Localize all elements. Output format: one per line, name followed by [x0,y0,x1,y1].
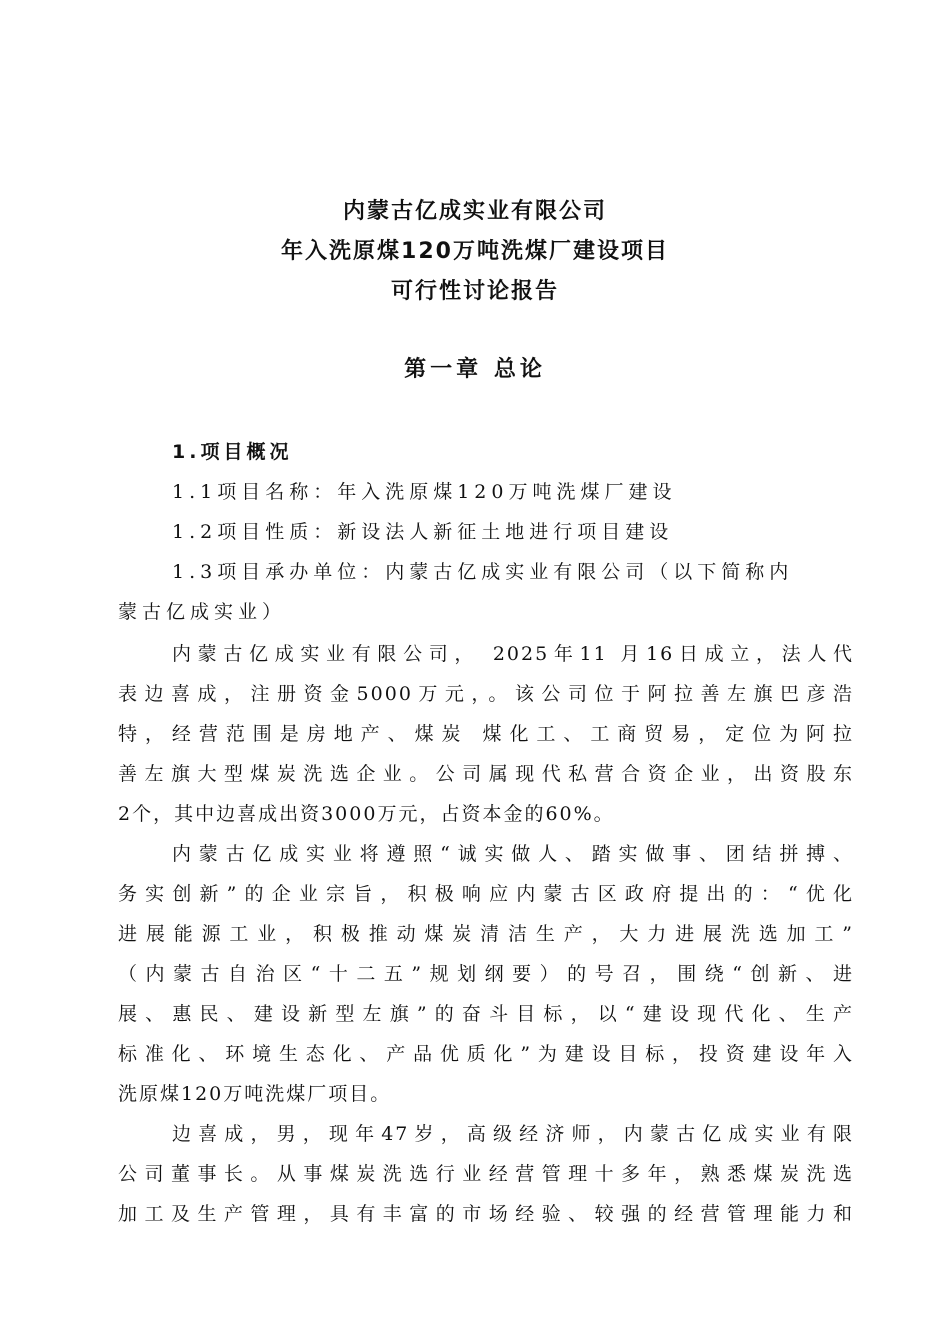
paragraph1-line: 表边喜成，注册资金5000万元，。该公司位于阿拉善左旗巴彦浩 [118,683,854,705]
paragraph2-line: （内蒙古自治区“十二五”规划纲要）的号召，围绕“创新、进 [118,963,854,985]
paragraph2-line: 进展能源工业，积极推动煤炭清洁生产，大力进展洗选加工” [118,923,854,945]
item-project-unit-cont: 蒙古亿成实业） [118,601,287,623]
paragraph1-line: 2个，其中边喜成出资3000万元，占资本金的60%。 [118,803,615,825]
paragraph1-line: 特，经营范围是房地产、煤炭 煤化工、工商贸易，定位为阿拉 [118,723,854,745]
paragraph2-line: 洗原煤120万吨洗煤厂项目。 [118,1083,392,1105]
paragraph2-line: 标准化、环境生态化、产品优质化”为建设目标，投资建设年入 [118,1043,854,1065]
section-heading: 1.项目概况 [172,441,293,463]
chapter-title: 第一章 总论 [404,357,546,382]
paragraph2-line: 内蒙古亿成实业将遵照“诚实做人、踏实做事、团结拼搏、 [172,843,854,865]
title-line-report [0,276,950,308]
title-line-company [0,196,950,228]
item-project-name: 1.1项目名称：年入洗原煤120万吨洗煤厂建设 [172,481,677,503]
paragraph2-line: 展、惠民、建设新型左旗”的奋斗目标，以“建设现代化、生产 [118,1003,854,1025]
paragraph2-line: 务实创新”的企业宗旨，积极响应内蒙古区政府提出的：“优化 [118,883,854,905]
paragraph1-line: 内蒙古亿成实业有限公司， 2025年11 月16日成立，法人代 [172,643,854,665]
item-project-nature: 1.2项目性质：新设法人新征土地进行项目建设 [172,521,674,543]
title-text: 年入洗原煤120万吨洗煤厂建设项目 [281,239,669,264]
title-line-project [0,236,950,268]
title-text: 可行性讨论报告 [390,279,559,304]
paragraph3-line: 公司董事长。从事煤炭洗选行业经营管理十多年，熟悉煤炭洗选 [118,1163,854,1185]
item-project-unit: 1.3项目承办单位：内蒙古亿成实业有限公司（以下简称内 [172,561,794,583]
title-text: 内蒙古亿成实业有限公司 [342,199,607,224]
paragraph3-line: 加工及生产管理，具有丰富的市场经验、较强的经营管理能力和 [118,1203,854,1225]
paragraph3-line: 边喜成，男，现年47岁，高级经济师，内蒙古亿成实业有限 [172,1123,854,1145]
paragraph1-line: 善左旗大型煤炭洗选企业。公司属现代私营合资企业，出资股东 [118,763,854,785]
